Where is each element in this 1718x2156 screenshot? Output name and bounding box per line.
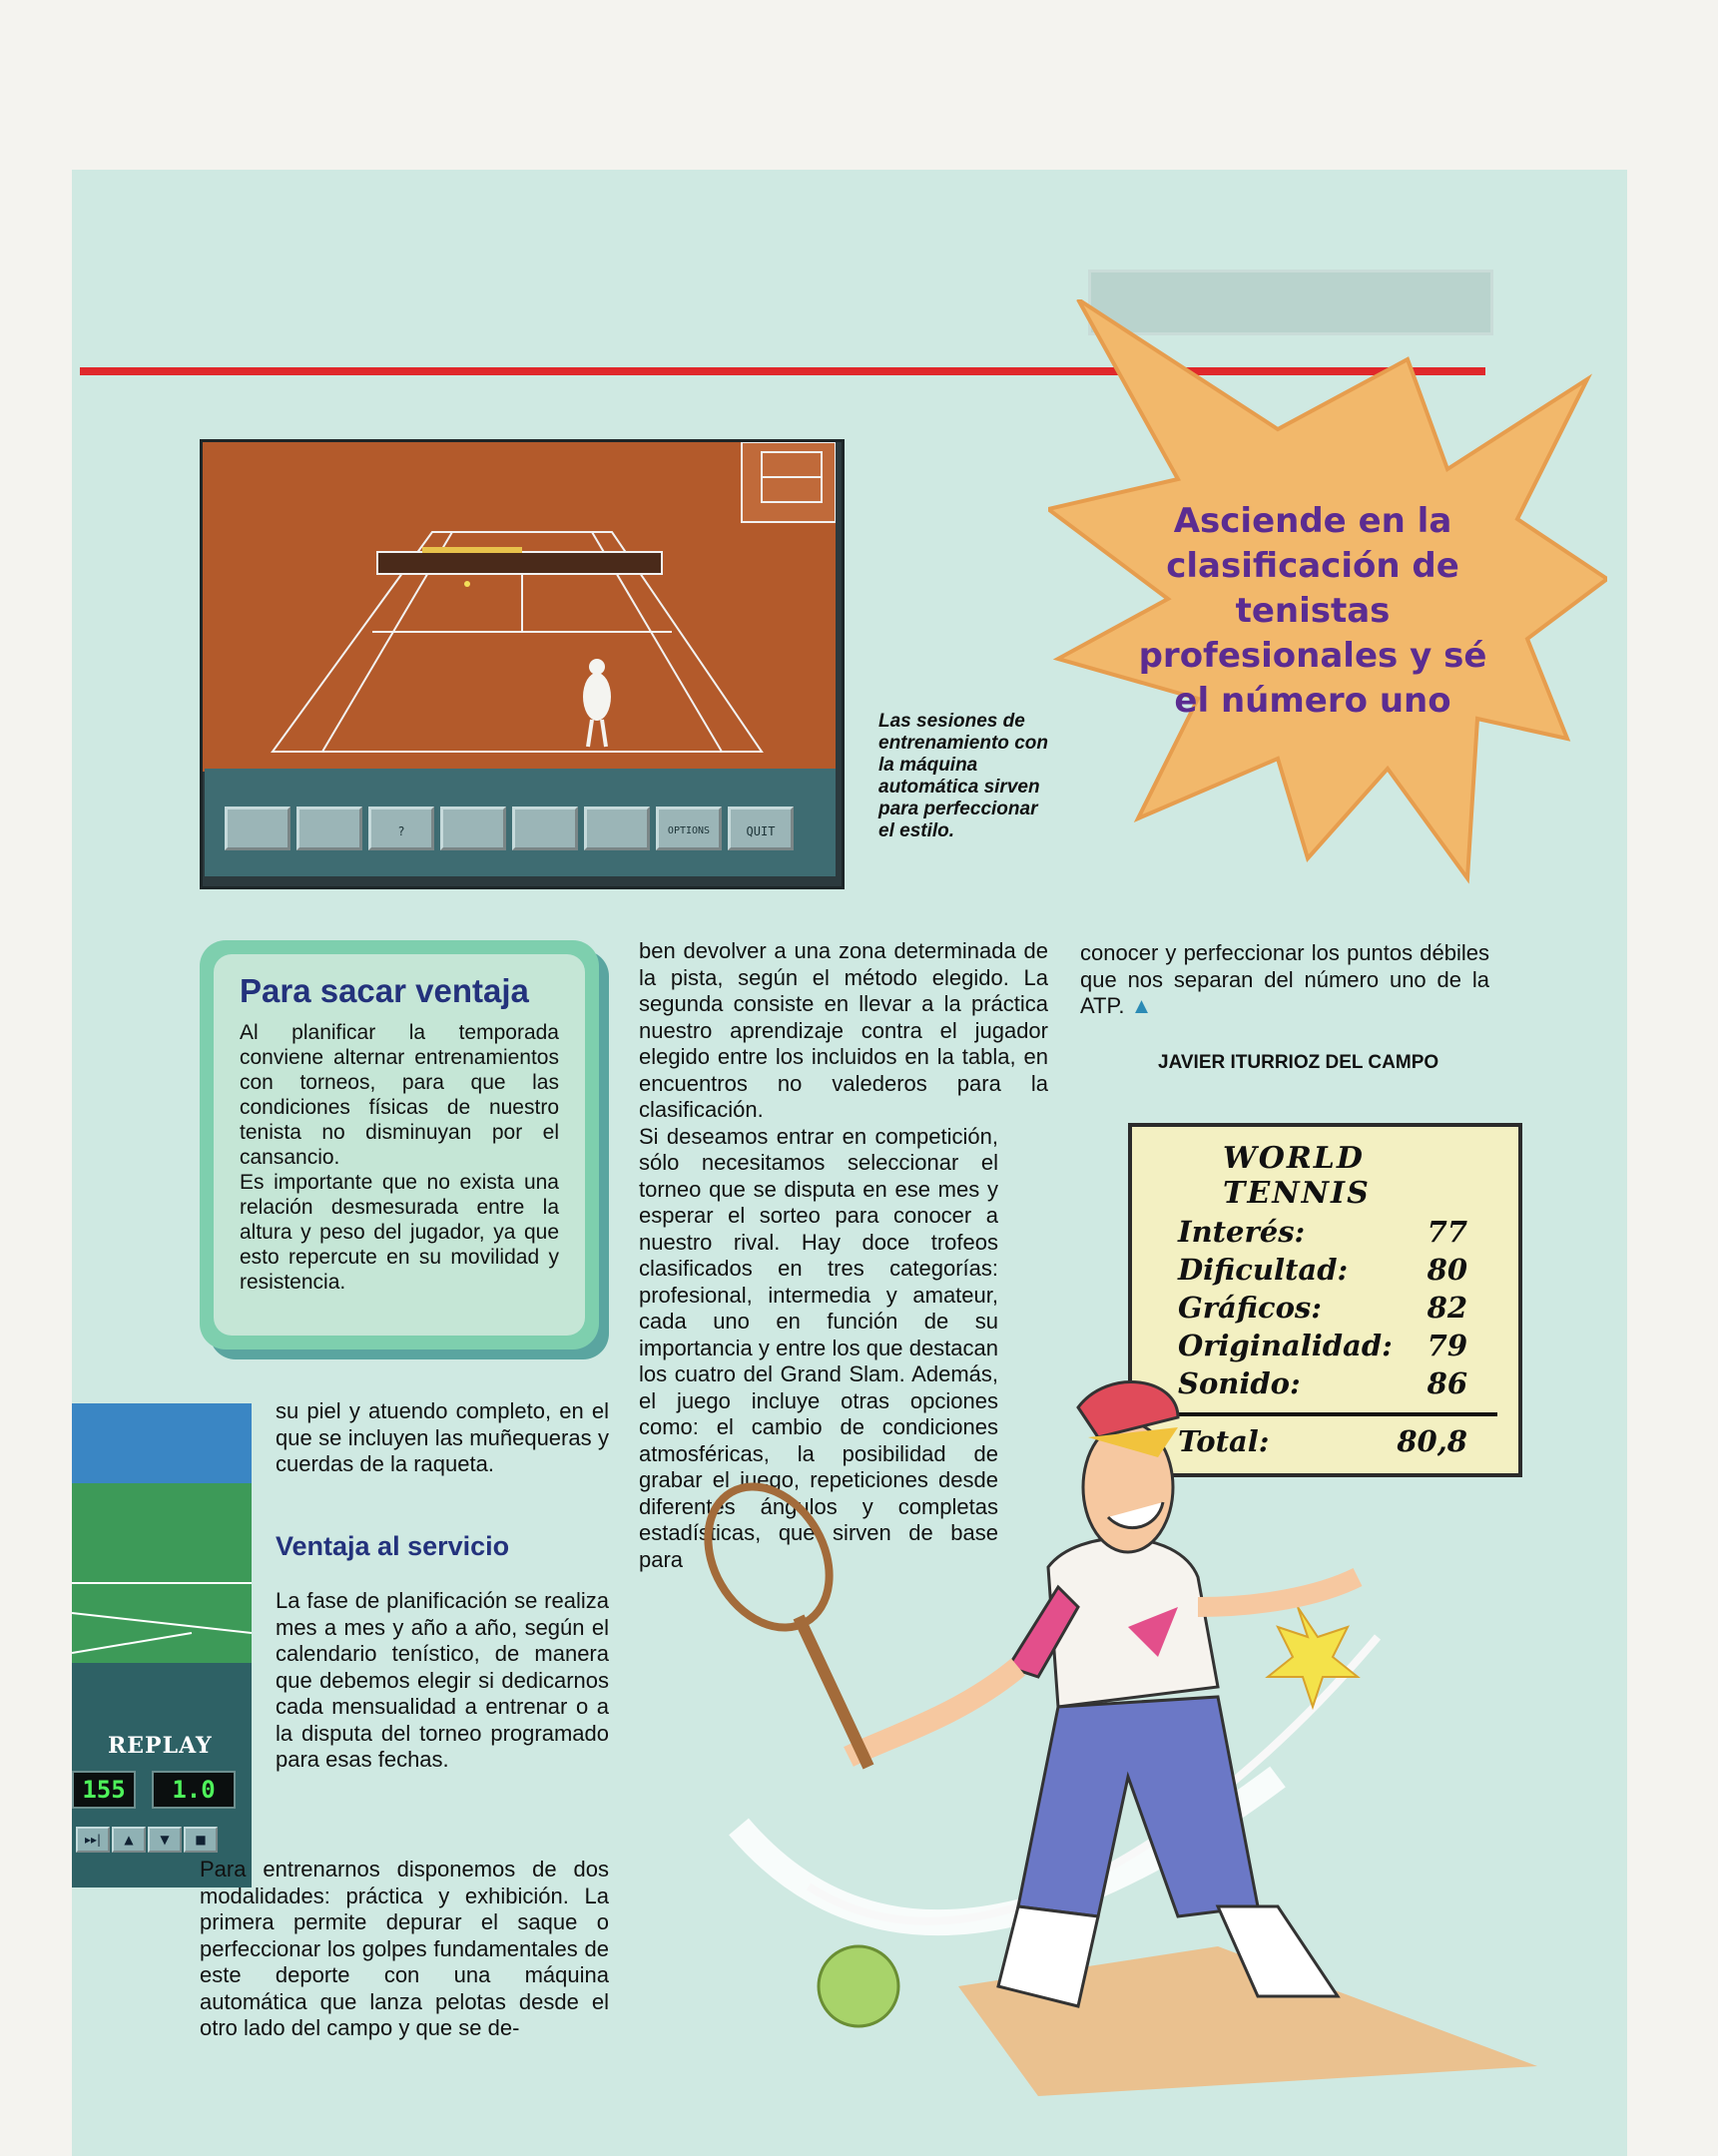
- article-col3: [1080, 940, 1489, 1020]
- article-col1-body: [276, 1588, 609, 1774]
- game-toolbar: [205, 769, 836, 876]
- article-paragraph: [1080, 940, 1489, 1020]
- sidebar-inner: [214, 954, 585, 1336]
- article-paragraph: ben devolver a una zona determinada de la pista, según el método elegido. La segunda consiste en llevar a la práctica nuestro aprendizaje contra el jugador elegido entre los incluidos en la tabla, en encuentros no valederos para la clasificación.: [639, 938, 1048, 1122]
- court-button[interactable]: [296, 807, 362, 850]
- score-total-value: 80,8: [1397, 1424, 1467, 1458]
- article-col1-bottom: [200, 1857, 609, 2042]
- tennis-player-illustration: [659, 1308, 1557, 2106]
- article-paragraph: La fase de planificación se realiza mes a mes y año a año, según el calendario tenístico, de manera que debemos elegir si dedicarnos cada mensualidad a entrenar o a la disputa del torneo programado para esas fechas.: [276, 1588, 609, 1772]
- score-label: Dificultad:: [1178, 1253, 1349, 1287]
- score-total-label: Total:: [1178, 1424, 1270, 1458]
- score-value: 80: [1427, 1253, 1467, 1287]
- article-closing-text: conocer y perfeccionar los puntos débiles que nos separan del número uno de la ATP.: [1080, 940, 1489, 1018]
- score-value: 86: [1427, 1366, 1467, 1400]
- score-label: Gráficos:: [1178, 1291, 1322, 1325]
- replay-speed: 1.0: [152, 1771, 236, 1809]
- sidebar-paragraph: Es importante que no exista una relación desmesurada entre la altura y peso del jugador, ya que esto repercute en su movilidad y resistencia.: [240, 1171, 559, 1294]
- replay-sky: [72, 1403, 252, 1483]
- help-button[interactable]: ?: [368, 807, 434, 850]
- score-value: 77: [1427, 1215, 1467, 1249]
- article-paragraph: Para entrenarnos disponemos de dos modalidades: práctica y exhibición. La primera permite depurar el saque o perfeccionar los golpes fundamentales de este deporte con una máquina automática que lanza pelotas desde el otro lado del campo y que se de-: [200, 1857, 609, 2040]
- replay-label: REPLAY: [108, 1733, 213, 1759]
- replay-field: [72, 1483, 252, 1663]
- end-mark-icon: ▲: [1130, 993, 1153, 1018]
- view-button[interactable]: [440, 807, 506, 850]
- score-box-title: WORLD TENNIS: [1223, 1141, 1371, 1211]
- score-value: 82: [1427, 1291, 1467, 1325]
- score-label: Originalidad:: [1178, 1329, 1393, 1362]
- author-byline: JAVIER ITURRIOZ DEL CAMPO: [1158, 1052, 1439, 1073]
- article-paragraph: Si deseamos entrar en competición, sólo necesitamos seleccionar el torneo que se disputa en ese mes y esperar el sorteo para conocer a nuestro rival. Hay doce trofeos clasificados en tres categorías: profesional, intermedia y amateur, cada uno en función de su importancia y entre los que destacan los cuatro del Grand Slam. Además, el juego incluye otras opciones como: el cambio de condiciones atmosféricas, la posibilidad de grabar el juego, repeticiones desde diferentes ángulos y completas estadísticas, que sirven de base para: [639, 1123, 998, 1572]
- subheading: Ventaja al servicio: [276, 1531, 510, 1561]
- options-button[interactable]: OPTIONS: [656, 807, 722, 850]
- camera-button[interactable]: [584, 807, 650, 850]
- score-value: 79: [1427, 1329, 1467, 1362]
- replay-court-lines: [72, 1483, 252, 1663]
- quit-button[interactable]: QUIT: [728, 807, 794, 850]
- score-row: [1178, 1253, 1487, 1287]
- article-text-col1-top: su piel y atuendo completo, en el que se incluyen las muñequeras y cuerdas de la raqueta.: [276, 1398, 609, 1476]
- court-view: [203, 442, 836, 772]
- score-label: Sonido:: [1178, 1366, 1301, 1400]
- up-button[interactable]: ▲: [112, 1827, 146, 1853]
- replay-panel: [72, 1403, 252, 1887]
- replay-counter: 155: [72, 1771, 136, 1809]
- starburst-text: Asciende en la clasificación de tenistas profesionales y sé el número uno: [1138, 501, 1487, 721]
- screenshot-caption: Las sesiones de entrenamiento con la máquina automática sirven para perfeccionar el estilo.: [878, 711, 1048, 841]
- score-label: Interés:: [1178, 1215, 1306, 1249]
- players-button[interactable]: [225, 807, 290, 850]
- fast-forward-button[interactable]: ▸▸|: [76, 1827, 110, 1853]
- sidebar-paragraph: Al planificar la temporada conviene alternar entrenamientos con torneos, para que las condiciones físicas de nuestro tenista no disminuyan por el cansancio.: [240, 1021, 559, 1169]
- score-row: [1178, 1215, 1487, 1249]
- sidebar-title: Para sacar ventaja: [240, 972, 529, 1009]
- sidebar-box: [200, 940, 599, 1349]
- down-button[interactable]: ▼: [148, 1827, 182, 1853]
- stop-button[interactable]: ■: [184, 1827, 218, 1853]
- stats-button[interactable]: [512, 807, 578, 850]
